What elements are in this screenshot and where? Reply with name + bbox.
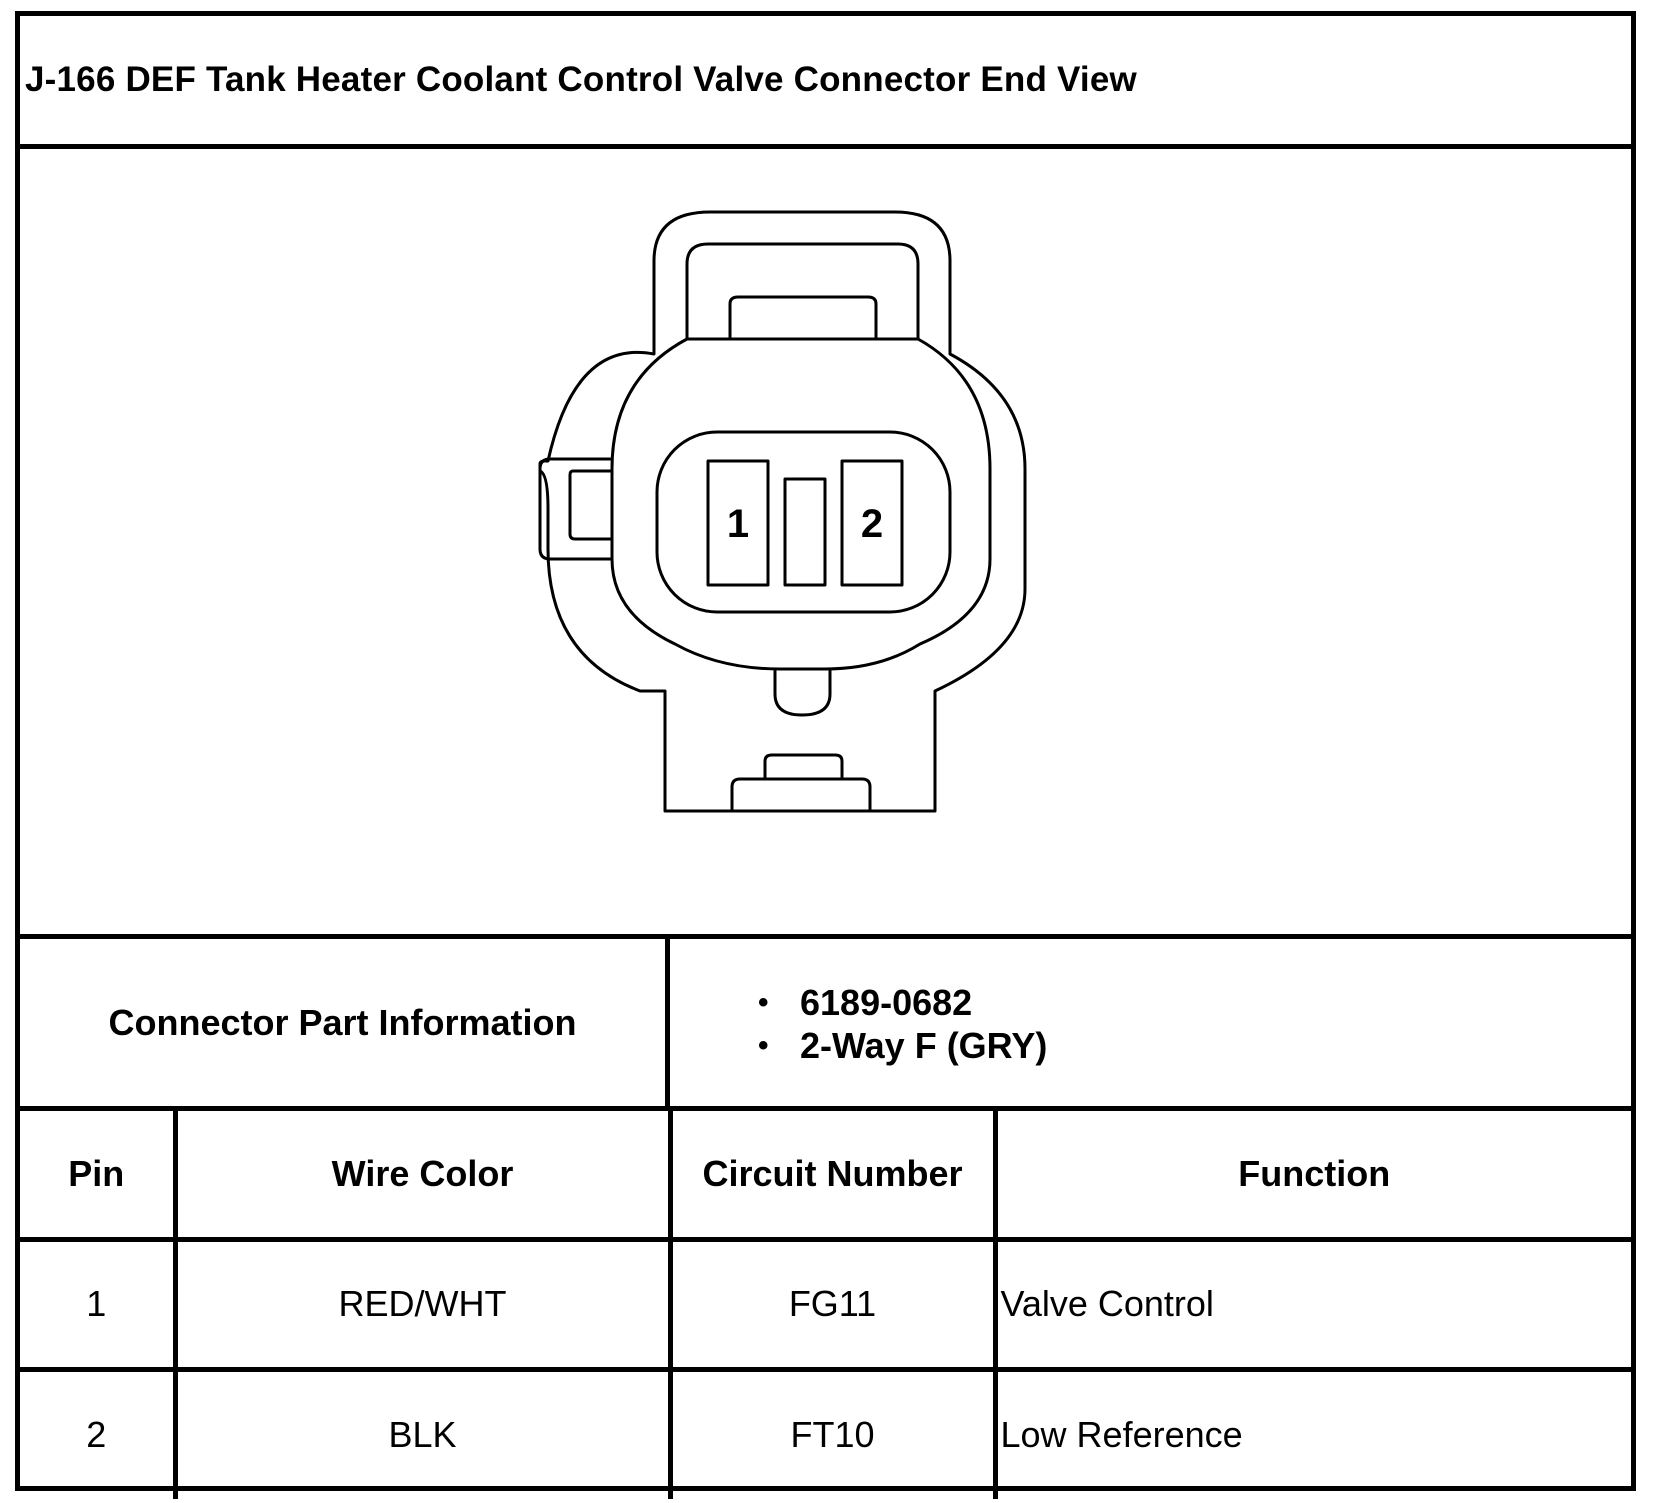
connector-end-view [20,149,1631,939]
table-row [20,1239,1631,1369]
wire-color-cell: RED/WHT [175,1239,670,1369]
bottom-notch [775,671,830,715]
part-info-row [20,939,1631,1111]
latch-tab [730,297,876,339]
table-header-row [20,1111,1631,1239]
bottom-latch [732,779,870,811]
cavity-1-label: 1 [726,502,750,546]
connector-drawing [20,149,1631,934]
cavity-center [785,479,825,585]
wire-color-cell: BLK [175,1369,670,1499]
inner-body [612,339,990,669]
page-title: J-166 DEF Tank Heater Coolant Control Valve Connector End View [25,60,1137,99]
part-info-list [758,981,1047,1067]
pin-table [20,1111,1631,1499]
header-function: Function [995,1111,1631,1239]
cavity-2-label: 2 [860,502,884,546]
part-number: • 6189-0682 [758,981,1047,1024]
pin-cell: 2 [20,1369,175,1499]
bottom-latch-tab [765,755,842,779]
function-cell: Valve Control [995,1239,1631,1369]
side-key [570,471,610,539]
header-pin: Pin [20,1111,175,1239]
part-info-label: Connector Part Information [20,939,670,1106]
circuit-cell: FT10 [670,1369,995,1499]
part-description: • 2-Way F (GRY) [758,1024,1047,1067]
function-cell: Low Reference [995,1369,1631,1499]
connector-sheet [15,11,1636,1491]
header-circuit-number: Circuit Number [670,1111,995,1239]
circuit-cell: FG11 [670,1239,995,1369]
title-row [20,16,1631,149]
pin-cell: 1 [20,1239,175,1369]
header-wire-color: Wire Color [175,1111,670,1239]
table-row [20,1369,1631,1499]
side-key-outer [540,459,610,559]
latch-outline [687,244,918,339]
